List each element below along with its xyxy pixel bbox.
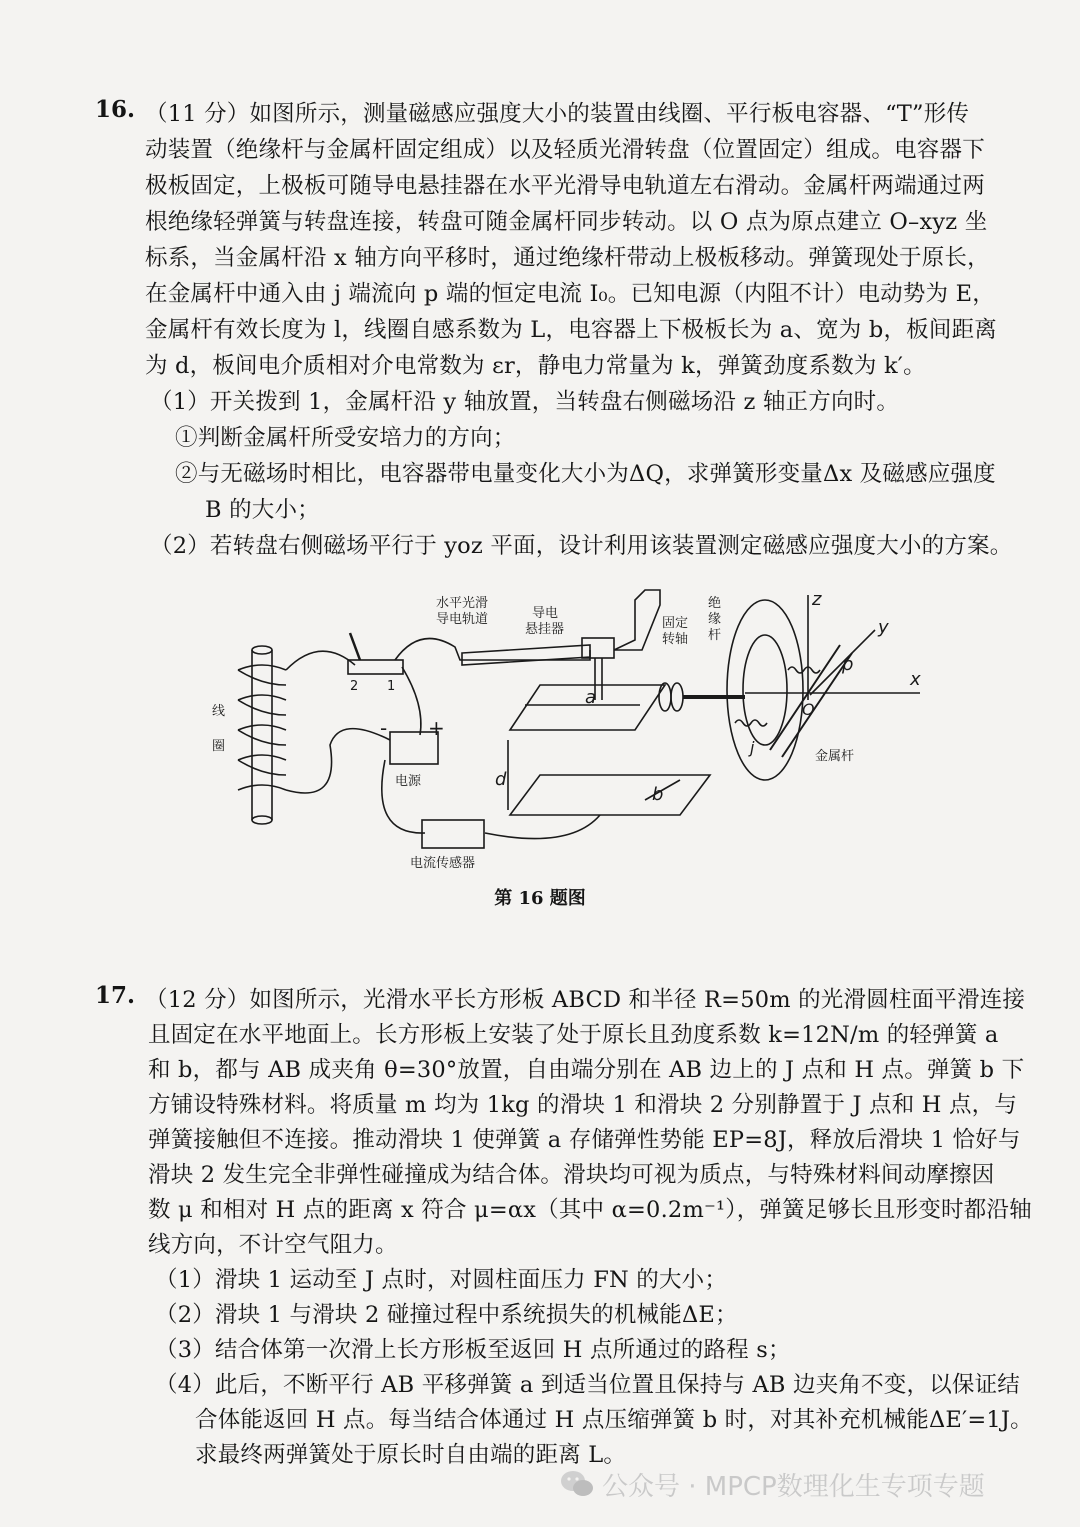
q17-line-8: 线方向，不计空气阻力。 (148, 1232, 398, 1258)
label-z: z (812, 589, 822, 610)
q16-sub-1: （1）开关拨到 1，金属杆沿 y 轴放置，当转盘右侧磁场沿 z 轴正方向时。 (150, 389, 900, 415)
q17-sub-4: （4）此后，不断平行 AB 平移弹簧 a 到适当位置且保持与 AB 边夹角不变，以保证结 (155, 1372, 1021, 1398)
q17-line-2: 且固定在水平地面上。长方形板上安装了处于原长且劲度系数 k=12N/m 的轻弹簧 a (148, 1022, 999, 1048)
q17-sub-4-cont-1: 合体能返回 H 点。每当结合体通过 H 点压缩弹簧 b 时，对其补充机械能ΔE′=1J。 (195, 1407, 1033, 1433)
label-b: b (652, 784, 664, 805)
q16-line-8: 为 d，板间电介质相对介电常数为 εr，静电力常量为 k，弹簧劲度系数为 k′。 (145, 353, 926, 379)
label-power: 电源 (395, 774, 422, 789)
q16-line-3: 极板固定，上极板可随导电悬挂器在水平光滑导电轨道左右滑动。金属杆两端通过两 (145, 173, 985, 199)
wire-sensor-plate (485, 815, 600, 839)
label-rail-1: 水平光滑 (436, 596, 489, 611)
label-p: p (842, 654, 854, 675)
label-axle-2: 转轴 (662, 632, 689, 647)
label-rod-2: 缘 (708, 612, 722, 627)
q17-line-3: 和 b，都与 AB 成夹角 θ=30°放置，自由端分别在 AB 边上的 J 点和 H 点。弹簧 b 下 (148, 1057, 1025, 1083)
figure-caption: 第 16 题图 (494, 888, 586, 909)
q17-sub-3: （3）结合体第一次滑上长方形板至返回 H 点所通过的路程 s； (155, 1337, 791, 1363)
label-hanger-2: 悬挂器 (525, 622, 565, 637)
q17-sub-1: （1）滑块 1 运动至 J 点时，对圆柱面压力 FN 的大小； (155, 1267, 728, 1293)
q17-line-6: 滑块 2 发生完全非弹性碰撞成为结合体。滑块均可视为质点，与特殊材料间动摩擦因 (148, 1162, 995, 1188)
fixed-axle (659, 683, 745, 711)
q16-line-2: 动装置（绝缘杆与金属杆固定组成）以及轻质光滑转盘（位置固定）组成。电容器下 (145, 137, 985, 163)
label-rod-1: 绝 (708, 596, 722, 611)
label-x: x (910, 669, 921, 690)
label-j: j (750, 738, 755, 757)
lower-plate (510, 775, 710, 815)
label-y: y (878, 617, 889, 638)
label-sensor: 电流传感器 (410, 856, 476, 871)
q16-sub-1-part-2-cont: B 的大小； (205, 497, 320, 523)
q16-line-5: 标系，当金属杆沿 x 轴方向平移时，通过绝缘杆带动上极板移动。弹簧现处于原长， (145, 245, 990, 271)
label-coil-1: 线 (212, 704, 226, 719)
conductive-hanger (582, 590, 660, 700)
q16-line-7: 金属杆有效长度为 l，线圈自感系数为 L，电容器上下极板长为 a、宽为 b，板间距离 (145, 317, 997, 343)
label-O: O (802, 700, 815, 719)
q16-sub-1-part-2: ②与无磁场时相比，电容器带电量变化大小为ΔQ，求弹簧形变量Δx 及磁感应强度 (175, 461, 996, 487)
q17-sub-4-cont-2: 求最终两弹簧处于原长时自由端的距离 L。 (195, 1442, 627, 1468)
horizontal-rail (462, 645, 590, 665)
switch (348, 633, 403, 674)
label-coil-2: 圈 (212, 739, 226, 754)
watermark-text: 公众号 · MPCP数理化生专项专题 (602, 1471, 985, 1502)
wire-power-sensor (382, 760, 425, 833)
label-hanger-1: 导电 (532, 606, 559, 621)
q17-line-1: （12 分）如图所示，光滑水平长方形板 ABCD 和半径 R=50m 的光滑圆柱面平滑连接 (145, 987, 1026, 1013)
wire-switch-power (402, 667, 421, 735)
q17-line-4: 方铺设特殊材料。将质量 m 均为 1kg 的滑块 1 和滑块 2 分别静置于 J 点和 H 点，与 (148, 1092, 1018, 1118)
q17-number: 17. (95, 982, 136, 1009)
spring-top (788, 667, 820, 673)
wire-coil-power (286, 729, 390, 793)
current-sensor (422, 820, 484, 848)
label-rod-3: 杆 (708, 628, 722, 643)
wire-switch-rail (395, 639, 590, 660)
watermark (560, 1462, 985, 1506)
q16-sub-2: （2）若转盘右侧磁场平行于 yoz 平面，设计利用该装置测定磁感应强度大小的方案。 (150, 533, 1013, 559)
wechat-icon (560, 1469, 594, 1499)
label-d: d (495, 769, 507, 790)
q17-sub-2: （2）滑块 1 与滑块 2 碰撞过程中系统损失的机械能ΔE； (155, 1302, 738, 1328)
label-switch-2: 2 (350, 679, 359, 694)
turntable (727, 600, 803, 780)
q16-sub-1-part-1: ①判断金属杆所受安培力的方向； (175, 425, 516, 451)
q16-line-1: （11 分）如图所示，测量磁感应强度大小的装置由线圈、平行板电容器、“T”形传 (145, 101, 970, 127)
label-plus: + (428, 716, 445, 740)
q16-figure (190, 575, 950, 875)
label-switch-1: 1 (387, 679, 396, 694)
label-rail-2: 导电轨道 (436, 612, 489, 627)
q16-number: 16. (95, 96, 136, 123)
spring-bottom (735, 720, 767, 726)
label-minus: - (380, 716, 388, 740)
q16-line-4: 根绝缘轻弹簧与转盘连接，转盘可随金属杆同步转动。以 O 点为原点建立 O–xyz 坐 (145, 209, 988, 235)
q16-line-6: 在金属杆中通入由 j 端流向 p 端的恒定电流 I₀。已知电源（内阻不计）电动势为 E， (145, 281, 995, 307)
label-a: a (585, 687, 597, 708)
coil (238, 646, 286, 824)
wire-coil-switch (286, 651, 355, 670)
q17-line-7: 数 μ 和相对 H 点的距离 x 符合 μ=αx（其中 α=0.2m⁻¹），弹簧足够长且形变时都沿轴 (148, 1197, 1032, 1223)
q17-line-5: 弹簧接触但不连接。推动滑块 1 使弹簧 a 存储弹性势能 EP=8J，释放后滑块 1 恰好与 (148, 1127, 1021, 1153)
label-metal-rod: 金属杆 (815, 749, 855, 764)
label-axle-1: 固定 (662, 616, 689, 631)
